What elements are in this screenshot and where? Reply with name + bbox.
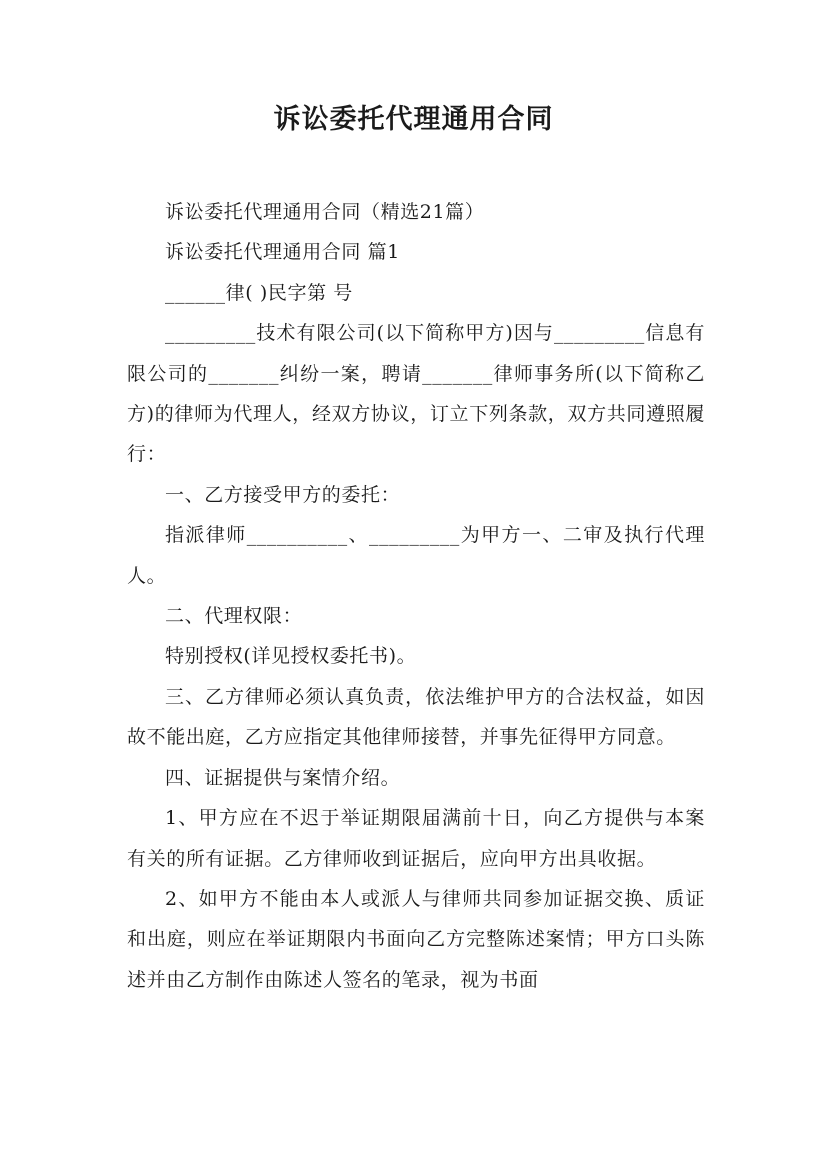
paragraph-clause-4-item-1: 1、甲方应在不迟于举证期限届满前十日，向乙方提供与本案有关的所有证据。乙方律师收到证据后，应向甲方出具收据。 xyxy=(127,807,705,870)
paragraph-clause-2-heading: 二、代理权限： xyxy=(165,605,303,628)
paragraph-subtitle: 诉讼委托代理通用合同（精选21篇） xyxy=(165,201,485,223)
paragraph-preamble: _________技术有限公司(以下简称甲方)因与_________信息有限公司的_______纠纷一案，聘请_______律师事务所(以下简称乙方)的律师为代理人，经双方协议，订立下列条款，双方共同遵照履行： xyxy=(127,322,705,466)
document-body xyxy=(127,192,705,1000)
paragraph-section-heading: 诉讼委托代理通用合同 篇1 xyxy=(165,241,400,264)
paragraph-clause-2-body: 特别授权(详见授权委托书)。 xyxy=(165,645,417,668)
paragraph-clause-4-heading: 四、证据提供与案情介绍。 xyxy=(165,766,401,789)
paragraph-clause-3: 三、乙方律师必须认真负责，依法维护甲方的合法权益，如因故不能出庭，乙方应指定其他律师接替，并事先征得甲方同意。 xyxy=(127,685,705,749)
paragraph-clause-4-item-2: 2、如甲方不能由本人或派人与律师共同参加证据交换、质证和出庭，则应在举证期限内书面向乙方完整陈述案情；甲方口头陈述并由乙方制作由陈述人签名的笔录，视为书面 xyxy=(127,887,705,991)
paragraph-clause-1-body: 指派律师__________、_________为甲方一、二审及执行代理人。 xyxy=(127,524,705,587)
document-title: 诉讼委托代理通用合同 xyxy=(273,104,554,135)
paragraph-case-number: ______律( )民字第 号 xyxy=(165,281,353,304)
paragraph-clause-1-heading: 一、乙方接受甲方的委托： xyxy=(165,483,401,506)
